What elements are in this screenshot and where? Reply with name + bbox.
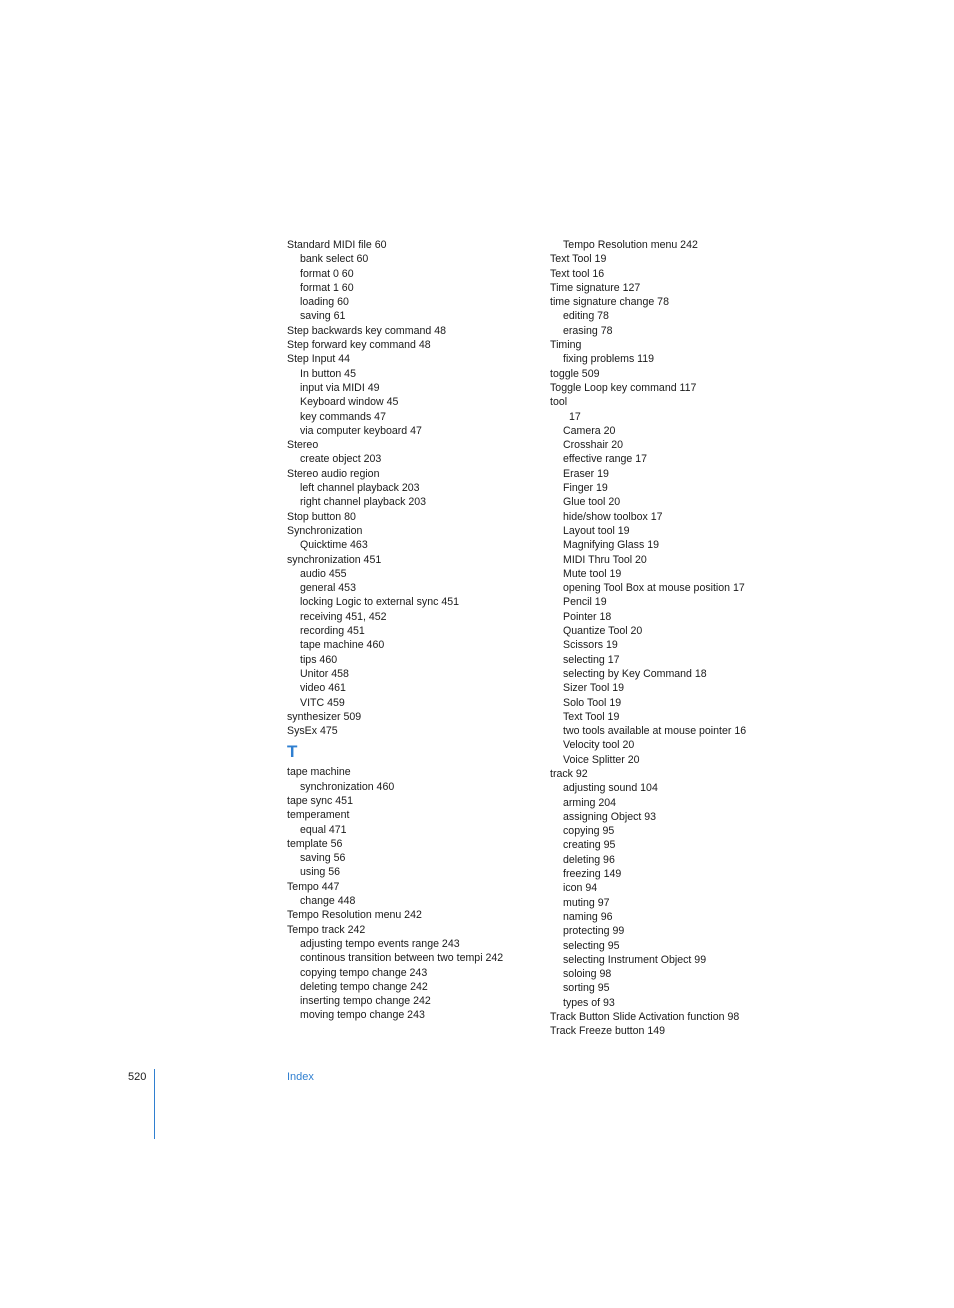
index-subentry: right channel playback 203	[300, 496, 427, 509]
index-entry: Standard MIDI file 60	[287, 239, 387, 251]
index-entry: Tempo Resolution menu 242	[287, 909, 422, 922]
index-subentry: copying tempo change 243	[300, 966, 428, 979]
index-subentry: change 448	[300, 895, 356, 908]
index-subentry: effective range 17	[563, 453, 648, 466]
index-subentry: Mute tool 19	[563, 567, 622, 580]
index-subentry: Magnifying Glass 19	[563, 539, 659, 552]
index-subentry: locking Logic to external sync 451	[300, 596, 459, 609]
index-subentry: format 1 60	[300, 281, 354, 294]
index-entry: Text Tool 19	[550, 253, 607, 266]
index-subentry: selecting Instrument Object 99	[563, 953, 707, 966]
index-subentry: soloing 98	[563, 968, 612, 981]
index-subentry: selecting 95	[563, 939, 620, 952]
index-subentry: Crosshair 20	[563, 439, 624, 452]
index-entry: synthesizer 509	[287, 710, 362, 723]
index-entry: SysEx 475	[287, 725, 338, 738]
index-subentry: via computer keyboard 47	[300, 424, 422, 437]
index-subentry: In button 45	[300, 367, 356, 380]
index-subentry: Quantize Tool 20	[563, 625, 643, 638]
index-subentry: adjusting tempo events range 243	[300, 937, 460, 950]
index-subentry: copying 95	[563, 825, 615, 838]
index-entry: tape sync 451	[287, 794, 353, 807]
index-subentry: erasing 78	[563, 324, 613, 337]
index-subentry: Camera 20	[563, 424, 616, 437]
index-subentry: Pencil 19	[563, 596, 607, 609]
index-entry: Time signature 127	[550, 281, 641, 294]
index-subentry: Eraser 19	[563, 467, 609, 480]
index-entry: Step backwards key command 48	[287, 324, 446, 337]
index-subentry: opening Tool Box at mouse position 17	[563, 582, 745, 595]
index-subentry: Voice Splitter 20	[563, 753, 640, 766]
index-subentry: selecting 17	[563, 653, 620, 666]
index-subentry: Unitor 458	[300, 667, 349, 680]
index-subentry: freezing 149	[563, 868, 622, 881]
footer-divider	[154, 1069, 155, 1139]
index-subentry: loading 60	[300, 296, 349, 309]
index-subentry: icon 94	[563, 882, 598, 895]
index-subentry: synchronization 460	[300, 780, 395, 793]
index-subentry: Tempo Resolution menu 242	[563, 239, 698, 251]
index-entry: time signature change 78	[550, 296, 669, 309]
index-subentry: adjusting sound 104	[563, 782, 658, 795]
index-entry: Synchronization	[287, 524, 363, 537]
index-letter-heading: T	[287, 742, 298, 762]
index-subentry: Layout tool 19	[563, 524, 630, 537]
index-entry: Track Button Slide Activation function 98	[550, 1011, 740, 1024]
index-subentry: fixing problems 119	[563, 353, 655, 366]
index-subentry: moving tempo change 243	[300, 1009, 425, 1022]
index-entry: Tempo track 242	[287, 923, 366, 936]
index-column-right	[550, 238, 800, 1039]
index-subentry: types of 93	[563, 996, 615, 1009]
index-entry: Track Freeze button 149	[550, 1025, 666, 1038]
index-subentry: sorting 95	[563, 982, 610, 995]
index-subentry: tips 460	[300, 653, 338, 666]
index-subentry: hide/show toolbox 17	[563, 510, 663, 523]
index-subentry: bank select 60	[300, 253, 369, 266]
index-entry: tool	[550, 396, 568, 409]
index-subentry: Scissors 19	[563, 639, 618, 652]
index-subentry: recording 451	[300, 625, 365, 638]
index-subentry: audio 455	[300, 567, 347, 580]
index-entry: synchronization 451	[287, 553, 382, 566]
index-subentry: Glue tool 20	[563, 496, 621, 509]
index-subentry: general 453	[300, 582, 356, 595]
index-subentry: key commands 47	[300, 410, 386, 423]
index-subentry: editing 78	[563, 310, 609, 323]
index-entry: Tempo 447	[287, 880, 340, 893]
index-subentry: deleting tempo change 242	[300, 980, 428, 993]
index-subentry: two tools available at mouse pointer 16	[563, 725, 747, 738]
index-subentry: tape machine 460	[300, 639, 385, 652]
index-subentry: saving 61	[300, 310, 346, 323]
index-subentry: Text Tool 19	[563, 710, 620, 723]
index-subentry: Finger 19	[563, 482, 608, 495]
index-subentry: Quicktime 463	[300, 539, 368, 552]
index-subentry: Solo Tool 19	[563, 696, 622, 709]
index-entry: track 92	[550, 767, 588, 780]
index-subentry: Velocity tool 20	[563, 739, 635, 752]
footer-section-label: Index	[287, 1071, 314, 1083]
index-subentry: VITC 459	[300, 696, 345, 709]
index-subentry: assigning Object 93	[563, 810, 657, 823]
index-subentry: Sizer Tool 19	[563, 682, 625, 695]
index-subentry: arming 204	[563, 796, 616, 809]
index-entry: template 56	[287, 837, 343, 850]
index-entry: Step Input 44	[287, 353, 351, 366]
index-subentry: equal 471	[300, 823, 347, 836]
index-subentry: selecting by Key Command 18	[563, 667, 707, 680]
index-entry: Step forward key command 48	[287, 339, 431, 352]
index-subentry: input via MIDI 49	[300, 381, 380, 394]
index-entry: Timing	[550, 339, 582, 352]
index-subentry: using 56	[300, 866, 341, 879]
index-subentry: receiving 451, 452	[300, 610, 387, 623]
index-entry: Text tool 16	[550, 267, 605, 280]
index-entry: Stop button 80	[287, 510, 356, 523]
index-subentry: left channel playback 203	[300, 482, 420, 495]
index-subentry: Pointer 18	[563, 610, 612, 623]
index-subentry: format 0 60	[300, 267, 354, 280]
index-entry: tape machine	[287, 766, 351, 779]
index-subentry: naming 96	[563, 910, 613, 923]
page-number: 520	[128, 1071, 147, 1083]
index-subentry: Keyboard window 45	[300, 396, 399, 409]
index-entry: temperament	[287, 809, 350, 822]
index-column-left	[287, 238, 537, 1023]
index-entry: Stereo audio region	[287, 467, 380, 480]
index-subentry: MIDI Thru Tool 20	[563, 553, 647, 566]
index-subentry: saving 56	[300, 852, 346, 865]
index-subentry: creating 95	[563, 839, 616, 852]
index-subentry: muting 97	[563, 896, 610, 909]
index-subentry: video 461	[300, 682, 346, 695]
index-subentry: protecting 99	[563, 925, 625, 938]
index-entry: Stereo	[287, 439, 319, 452]
index-subentry: continous transition between two tempi 242	[300, 952, 504, 965]
index-subentry: inserting tempo change 242	[300, 995, 431, 1008]
index-entry: Toggle Loop key command 117	[550, 381, 697, 394]
index-entry: toggle 509	[550, 367, 600, 380]
index-subentry: deleting 96	[563, 853, 615, 866]
index-subentry: create object 203	[300, 453, 382, 466]
index-subentry: 17	[569, 410, 581, 423]
